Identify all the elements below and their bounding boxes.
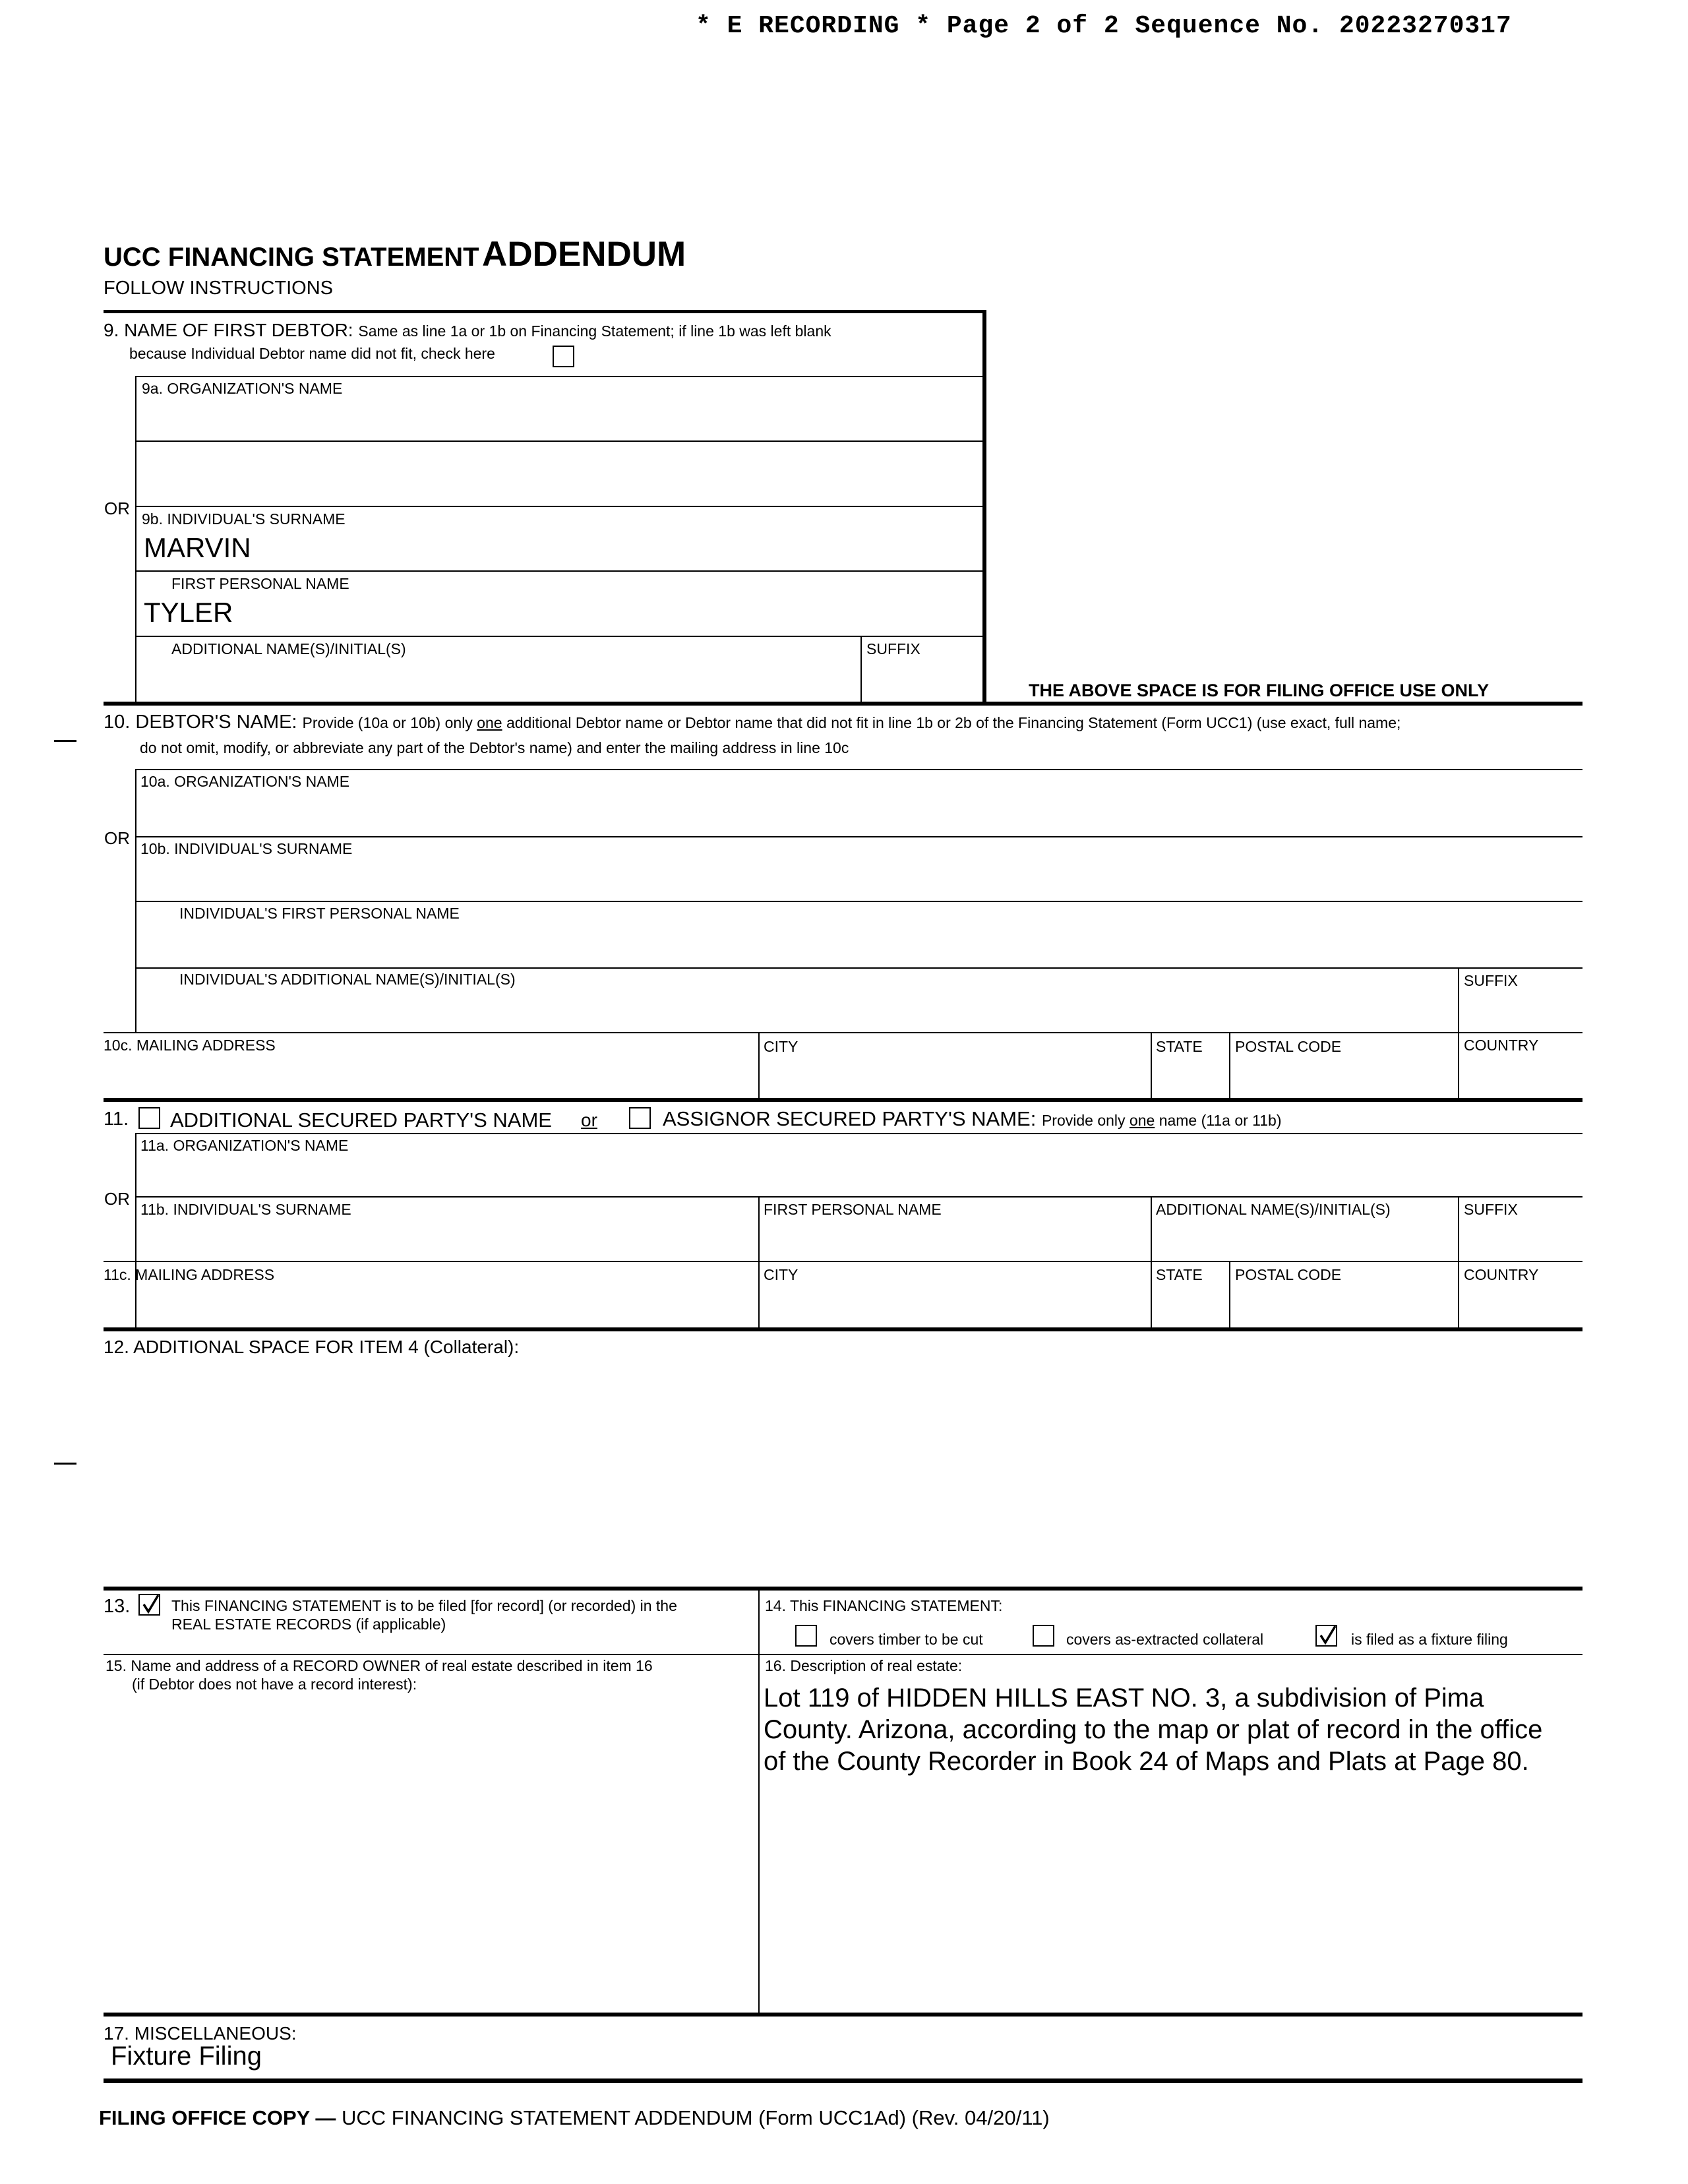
item15-label-line1: 15. Name and address of a RECORD OWNER of real estate described in item 16 (106, 1657, 653, 1674)
item9b-label: 9b. INDIVIDUAL'S SURNAME (142, 510, 346, 528)
item11b-additional-divider (1151, 1196, 1152, 1329)
item13-real-estate-checkbox[interactable] (138, 1594, 160, 1616)
item10c-country-label: COUNTRY (1464, 1037, 1539, 1054)
item11-left-border (135, 1133, 136, 1329)
item11-assignor-label: ASSIGNOR SECURED PARTY'S NAME: Provide only one name (11a or 11b) (663, 1107, 1282, 1130)
item10-suffix-label: SUFFIX (1464, 972, 1518, 989)
item11-or: OR (104, 1189, 130, 1209)
form-title (104, 234, 686, 274)
item9a-label: 9a. ORGANIZATION'S NAME (142, 380, 343, 397)
item10a-label: 10a. ORGANIZATION'S NAME (140, 773, 350, 790)
item14-label: 14. This FINANCING STATEMENT: (765, 1597, 1003, 1614)
item14-timber-label: covers timber to be cut (829, 1631, 983, 1648)
item13-text-line2: REAL ESTATE RECORDS (if applicable) (171, 1616, 446, 1633)
item10-or: OR (104, 828, 130, 848)
item10c-country-divider (1458, 1032, 1459, 1099)
item11-top-border (104, 1098, 1582, 1102)
item17-bottom-border (104, 2078, 1582, 2083)
item11a-top-line (135, 1133, 1582, 1134)
item10-first-line (135, 901, 1582, 902)
item9-first-label: FIRST PERSONAL NAME (171, 575, 349, 592)
item10-heading: 10. DEBTOR'S NAME: Provide (10a or 10b) only one additional Debtor name or Debtor name that did not fit in line 1b or 2b of the Financing Statement (Form UCC1) (use exact, full name; (104, 712, 1401, 733)
item10c-postal-divider (1229, 1032, 1230, 1099)
item14-timber-checkbox[interactable] (795, 1625, 817, 1647)
item10b-label: 10b. INDIVIDUAL'S SURNAME (140, 840, 353, 857)
item11b-suffix-label: SUFFIX (1464, 1201, 1518, 1218)
item9-left-border (135, 376, 136, 704)
item9-suffix-label: SUFFIX (866, 640, 920, 657)
item9-line (135, 376, 982, 377)
item10-suffix-divider (1458, 967, 1459, 1033)
item11-assignor-checkbox[interactable] (629, 1107, 651, 1129)
recording-header: * E RECORDING * Page 2 of 2 Sequence No. 20223270317 (696, 12, 1512, 40)
item9-additional-line (135, 636, 982, 637)
item14-extracted-label: covers as-extracted collateral (1066, 1631, 1264, 1648)
item14-extracted-checkbox[interactable] (1033, 1625, 1054, 1647)
item13-top-border (104, 1587, 1582, 1591)
item10c-city-label: CITY (764, 1038, 799, 1055)
item10-first-label: INDIVIDUAL'S FIRST PERSONAL NAME (179, 905, 460, 922)
item11c-state-label: STATE (1156, 1266, 1203, 1283)
item12-top-border (104, 1327, 1582, 1331)
item9-first-line (135, 570, 982, 572)
item15-top-line (104, 1654, 1582, 1655)
item11b-additional-label: ADDITIONAL NAME(S)/INITIAL(S) (1156, 1201, 1391, 1218)
items-center-divider (758, 1587, 760, 2015)
form-title-emphasis: ADDENDUM (482, 235, 686, 274)
item13-text-line1: This FINANCING STATEMENT is to be filed [for record] (or recorded) in the (171, 1597, 677, 1614)
item11b-suffix-divider (1458, 1196, 1459, 1329)
item10c-postal-label: POSTAL CODE (1235, 1038, 1342, 1055)
item9b-top-line (135, 506, 982, 507)
item11c-country-label: COUNTRY (1464, 1266, 1539, 1283)
form-footer: FILING OFFICE COPY — UCC FINANCING STATEMENT ADDENDUM (Form UCC1Ad) (Rev. 04/20/11) (99, 2106, 1050, 2129)
item16-description-line3: of the County Recorder in Book 24 of Maps and Plats at Page 80. (764, 1747, 1529, 1776)
item9-first-value: TYLER (144, 597, 233, 628)
item14-fixture-checkbox[interactable] (1315, 1625, 1337, 1647)
item15-label-line2: (if Debtor does not have a record interest): (132, 1676, 417, 1693)
item11b-first-label: FIRST PERSONAL NAME (764, 1201, 942, 1218)
item10-top-border (104, 702, 1582, 706)
filing-office-use-note: THE ABOVE SPACE IS FOR FILING OFFICE USE ONLY (1029, 681, 1490, 700)
item11c-postal-divider (1229, 1261, 1230, 1329)
item9-top-border (104, 310, 986, 313)
form-title-main: UCC FINANCING STATEMENT (104, 243, 479, 272)
item10-additional-label: INDIVIDUAL'S ADDITIONAL NAME(S)/INITIAL(S) (179, 971, 516, 988)
item11-or-text: or (581, 1110, 597, 1130)
item10c-state-divider (1151, 1032, 1152, 1099)
item9-suffix-divider (860, 636, 862, 704)
item10c-city-divider (758, 1032, 760, 1099)
item9-note-line2: because Individual Debtor name did not fit, check here (129, 345, 495, 362)
item9-heading: 9. NAME OF FIRST DEBTOR: Same as line 1a or 1b on Financing Statement; if line 1b was left blank (104, 320, 831, 340)
margin-mark-1 (54, 740, 76, 742)
item10c-label: 10c. MAILING ADDRESS (104, 1037, 276, 1054)
item11b-first-divider (758, 1196, 760, 1329)
item11c-city-label: CITY (764, 1266, 799, 1283)
item9b-surname-value: MARVIN (144, 532, 251, 563)
item16-description-line1: Lot 119 of HIDDEN HILLS EAST NO. 3, a subdivision of Pima (764, 1684, 1484, 1713)
item11-number: 11. (104, 1108, 129, 1130)
item16-label: 16. Description of real estate: (765, 1657, 963, 1674)
item10-note-line2: do not omit, modify, or abbreviate any part of the Debtor's name) and enter the mailing address in line 10c (140, 739, 849, 756)
item9-additional-label: ADDITIONAL NAME(S)/INITIAL(S) (171, 640, 406, 657)
item13-check-icon (141, 1594, 161, 1615)
item11b-top-line (135, 1196, 1582, 1198)
item11c-top-line (104, 1261, 1582, 1262)
item10b-top-line (135, 836, 1582, 837)
item11a-label: 11a. ORGANIZATION'S NAME (140, 1137, 349, 1154)
item10a-top-line (135, 769, 1582, 770)
item16-description-line2: County. Arizona, according to the map or plat of record in the office (764, 1715, 1543, 1744)
item9-or: OR (104, 499, 130, 518)
item9-same-as-checkbox[interactable] (553, 346, 574, 367)
margin-mark-2 (54, 1463, 76, 1465)
item12-label: 12. ADDITIONAL SPACE FOR ITEM 4 (Collateral): (104, 1337, 520, 1357)
item17-value: Fixture Filing (111, 2042, 262, 2071)
item11c-postal-label: POSTAL CODE (1235, 1266, 1342, 1283)
item11c-label: 11c. MAILING ADDRESS (104, 1266, 275, 1283)
item14-fixture-label: is filed as a fixture filing (1351, 1631, 1508, 1648)
item11b-label: 11b. INDIVIDUAL'S SURNAME (140, 1201, 351, 1218)
item17-top-border (104, 2013, 1582, 2017)
item9a-mid-line (135, 440, 982, 442)
item10c-top-line (104, 1032, 1582, 1033)
item14-check-icon (1318, 1625, 1338, 1646)
item17-label: 17. MISCELLANEOUS: (104, 2023, 297, 2044)
item11-additional-label: ADDITIONAL SECURED PARTY'S NAME (170, 1108, 552, 1132)
follow-instructions: FOLLOW INSTRUCTIONS (104, 278, 334, 299)
item10-additional-line (135, 967, 1582, 969)
item13-number: 13. (104, 1596, 131, 1617)
item10c-state-label: STATE (1156, 1038, 1203, 1055)
item11-additional-checkbox[interactable] (138, 1107, 160, 1129)
item9-right-border (982, 310, 986, 704)
